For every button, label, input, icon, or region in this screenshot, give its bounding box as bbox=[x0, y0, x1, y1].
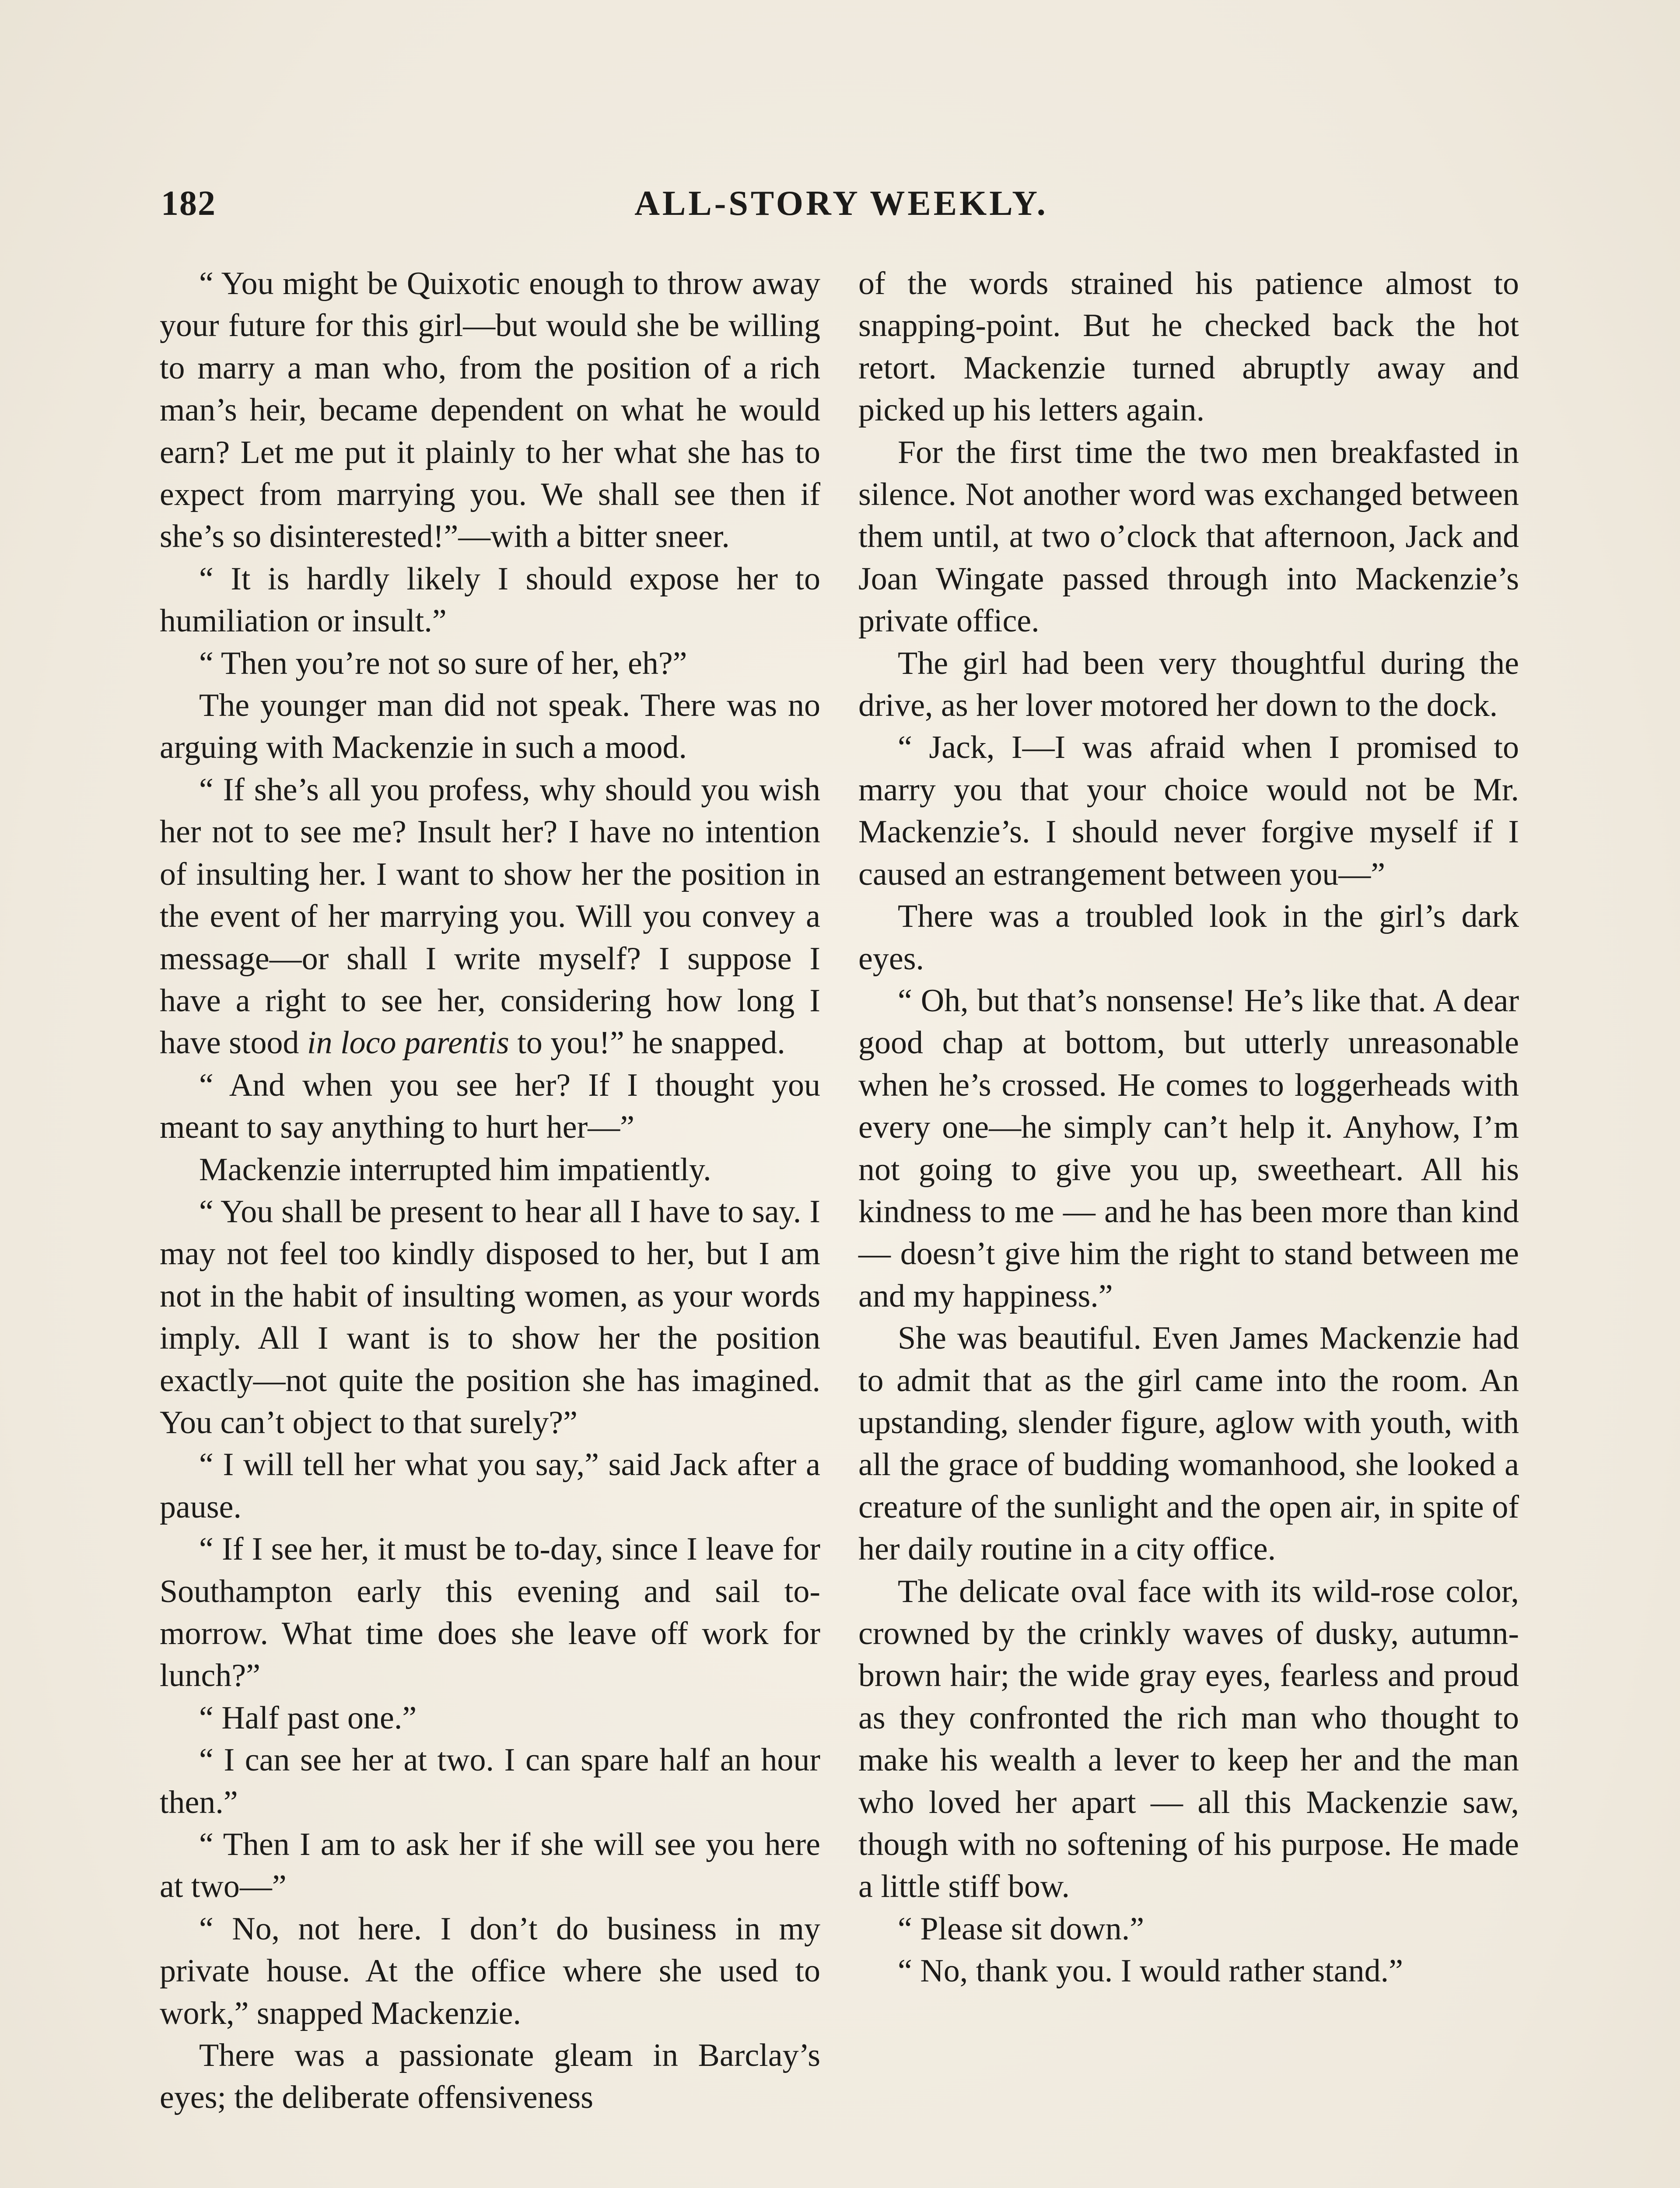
paragraph bbox=[160, 1149, 820, 1191]
paragraph bbox=[858, 431, 1519, 642]
paragraph-text: “ Please sit down.” bbox=[898, 1911, 1144, 1947]
paragraph bbox=[160, 1528, 820, 1697]
paragraph bbox=[858, 642, 1519, 727]
paragraph bbox=[858, 1571, 1519, 1908]
paragraph-text: “ Then I am to ask her if she will see you here at two—” bbox=[160, 1827, 820, 1905]
paragraph-text: “ No, thank you. I would rather stand.” bbox=[898, 1953, 1403, 1989]
paragraph-text: “ Oh, but that’s nonsense! He’s like that. A dear good chap at bottom, but utterly unreasonable when he’s crossed. He comes to loggerheads with every one—he simply can’t help it. Anyhow, I’m not going to give you up, sweetheart. All his kindness to me — and he has been more than kind — doesn’t give him the right to stand between me and my happiness.” bbox=[858, 982, 1519, 1314]
page-header bbox=[161, 184, 1522, 232]
paragraph-text-continued: to you!” he snapped. bbox=[509, 1025, 785, 1061]
paragraph-text: “ If she’s all you profess, why should you wish her not to see me? Insult her? I have no intention of insulting her. I want to show her the position in the event of her marrying you. Will you convey a message—or shall I write myself? I suppose I have a right to see her, considering how long I have stood bbox=[160, 771, 820, 1061]
paragraph-text: “ It is hardly likely I should expose her to humiliation or insult.” bbox=[160, 561, 820, 639]
paragraph-text: There was a passionate gleam in Barclay’s eyes; the deliberate offensiveness bbox=[160, 2037, 820, 2116]
paragraph bbox=[160, 642, 820, 684]
paragraph-text: For the first time the two men breakfasted in silence. Not another word was exchanged between them until, at two o’clock that afternoon, Jack and Joan Wingate passed through into Mackenzie’s private office. bbox=[858, 434, 1519, 639]
paragraph-text: “ You shall be present to hear all I have to say. I may not feel too kindly disposed to her, but I am not in the habit of insulting women, as your words imply. All I want is to show her the position exactly—not quite the position she has imagined. You can’t object to that surely?” bbox=[160, 1193, 820, 1441]
paragraph bbox=[160, 1064, 820, 1149]
paragraph bbox=[160, 1697, 820, 1739]
paragraph-text: “ Half past one.” bbox=[199, 1700, 417, 1736]
paragraph bbox=[160, 1444, 820, 1528]
page-number: 182 bbox=[161, 184, 216, 223]
paragraph bbox=[160, 558, 820, 642]
paragraph-text: “ I can see her at two. I can spare half an hour then.” bbox=[160, 1742, 820, 1820]
running-title: ALL-STORY WEEKLY. bbox=[634, 184, 1048, 223]
paragraph bbox=[160, 769, 820, 1064]
left-column bbox=[160, 263, 820, 2119]
paragraph bbox=[160, 2034, 820, 2119]
paragraph-text: “ Then you’re not so sure of her, eh?” bbox=[199, 645, 687, 681]
paragraph bbox=[160, 684, 820, 769]
paragraph bbox=[160, 1739, 820, 1823]
paragraph bbox=[858, 726, 1519, 895]
paragraph bbox=[160, 263, 820, 558]
paragraph-text: “ I will tell her what you say,” said Jack after a pause. bbox=[160, 1447, 820, 1525]
paragraph bbox=[858, 1950, 1519, 1992]
paragraph bbox=[160, 1823, 820, 1908]
paragraph-text: She was beautiful. Even James Mackenzie had to admit that as the girl came into the room. An upstanding, slender figure, aglow with youth, with all the grace of budding womanhood, she looked a creature of the sunlight and the open air, in spite of her daily routine in a city office. bbox=[858, 1320, 1519, 1567]
paragraph-text: The delicate oval face with its wild-rose color, crowned by the crinkly waves of dusky, autumn-brown hair; the wide gray eyes, fearless and proud as they confronted the rich man who thought to make his wealth a lever to keep her and the man who loved her apart — all this Mackenzie saw, though with no softening of his purpose. He made a little stiff bow. bbox=[858, 1573, 1519, 1905]
paragraph-text: The girl had been very thoughtful during the drive, as her lover motored her down to the dock. bbox=[858, 645, 1519, 724]
paragraph bbox=[858, 1317, 1519, 1570]
paragraph-text: “ No, not here. I don’t do business in my private house. At the office where she used to work,” snapped Mackenzie. bbox=[160, 1911, 820, 2031]
paragraph-text: Mackenzie interrupted him impatiently. bbox=[199, 1151, 711, 1188]
paragraph bbox=[858, 263, 1519, 431]
paragraph-text: The younger man did not speak. There was no arguing with Mackenzie in such a mood. bbox=[160, 687, 820, 766]
paragraph bbox=[858, 980, 1519, 1317]
paragraph-text: There was a troubled look in the girl’s dark eyes. bbox=[858, 898, 1519, 977]
paragraph bbox=[160, 1191, 820, 1444]
paragraph bbox=[858, 895, 1519, 980]
paragraph-text: “ You might be Quixotic enough to throw away your future for this girl—but would she be willing to marry a man who, from the position of a rich man’s heir, became dependent on what he would earn? Let me put it plainly to her what she has to expect from marrying you. We shall see then if she’s so disinterested!”—with a bitter sneer. bbox=[160, 266, 820, 555]
paragraph-text: of the words strained his patience almost to snapping-point. But he checked back the hot retort. Mackenzie turned abruptly away and picked up his letters again. bbox=[858, 266, 1519, 428]
paragraph bbox=[858, 1908, 1519, 1950]
paragraph-text: “ Jack, I—I was afraid when I promised to marry you that your choice would not be Mr. Mackenzie’s. I should never forgive myself if I caused an estrangement between you—” bbox=[858, 729, 1519, 892]
right-column bbox=[858, 263, 1519, 1992]
paragraph-text: “ And when you see her? If I thought you meant to say anything to hurt her—” bbox=[160, 1067, 820, 1146]
paragraph-text: “ If I see her, it must be to-day, since I leave for Southampton early this evening and sail to-morrow. What time does she leave off work for lunch?” bbox=[160, 1531, 820, 1694]
italic-phrase: in loco parentis bbox=[307, 1025, 509, 1061]
paragraph bbox=[160, 1908, 820, 2034]
